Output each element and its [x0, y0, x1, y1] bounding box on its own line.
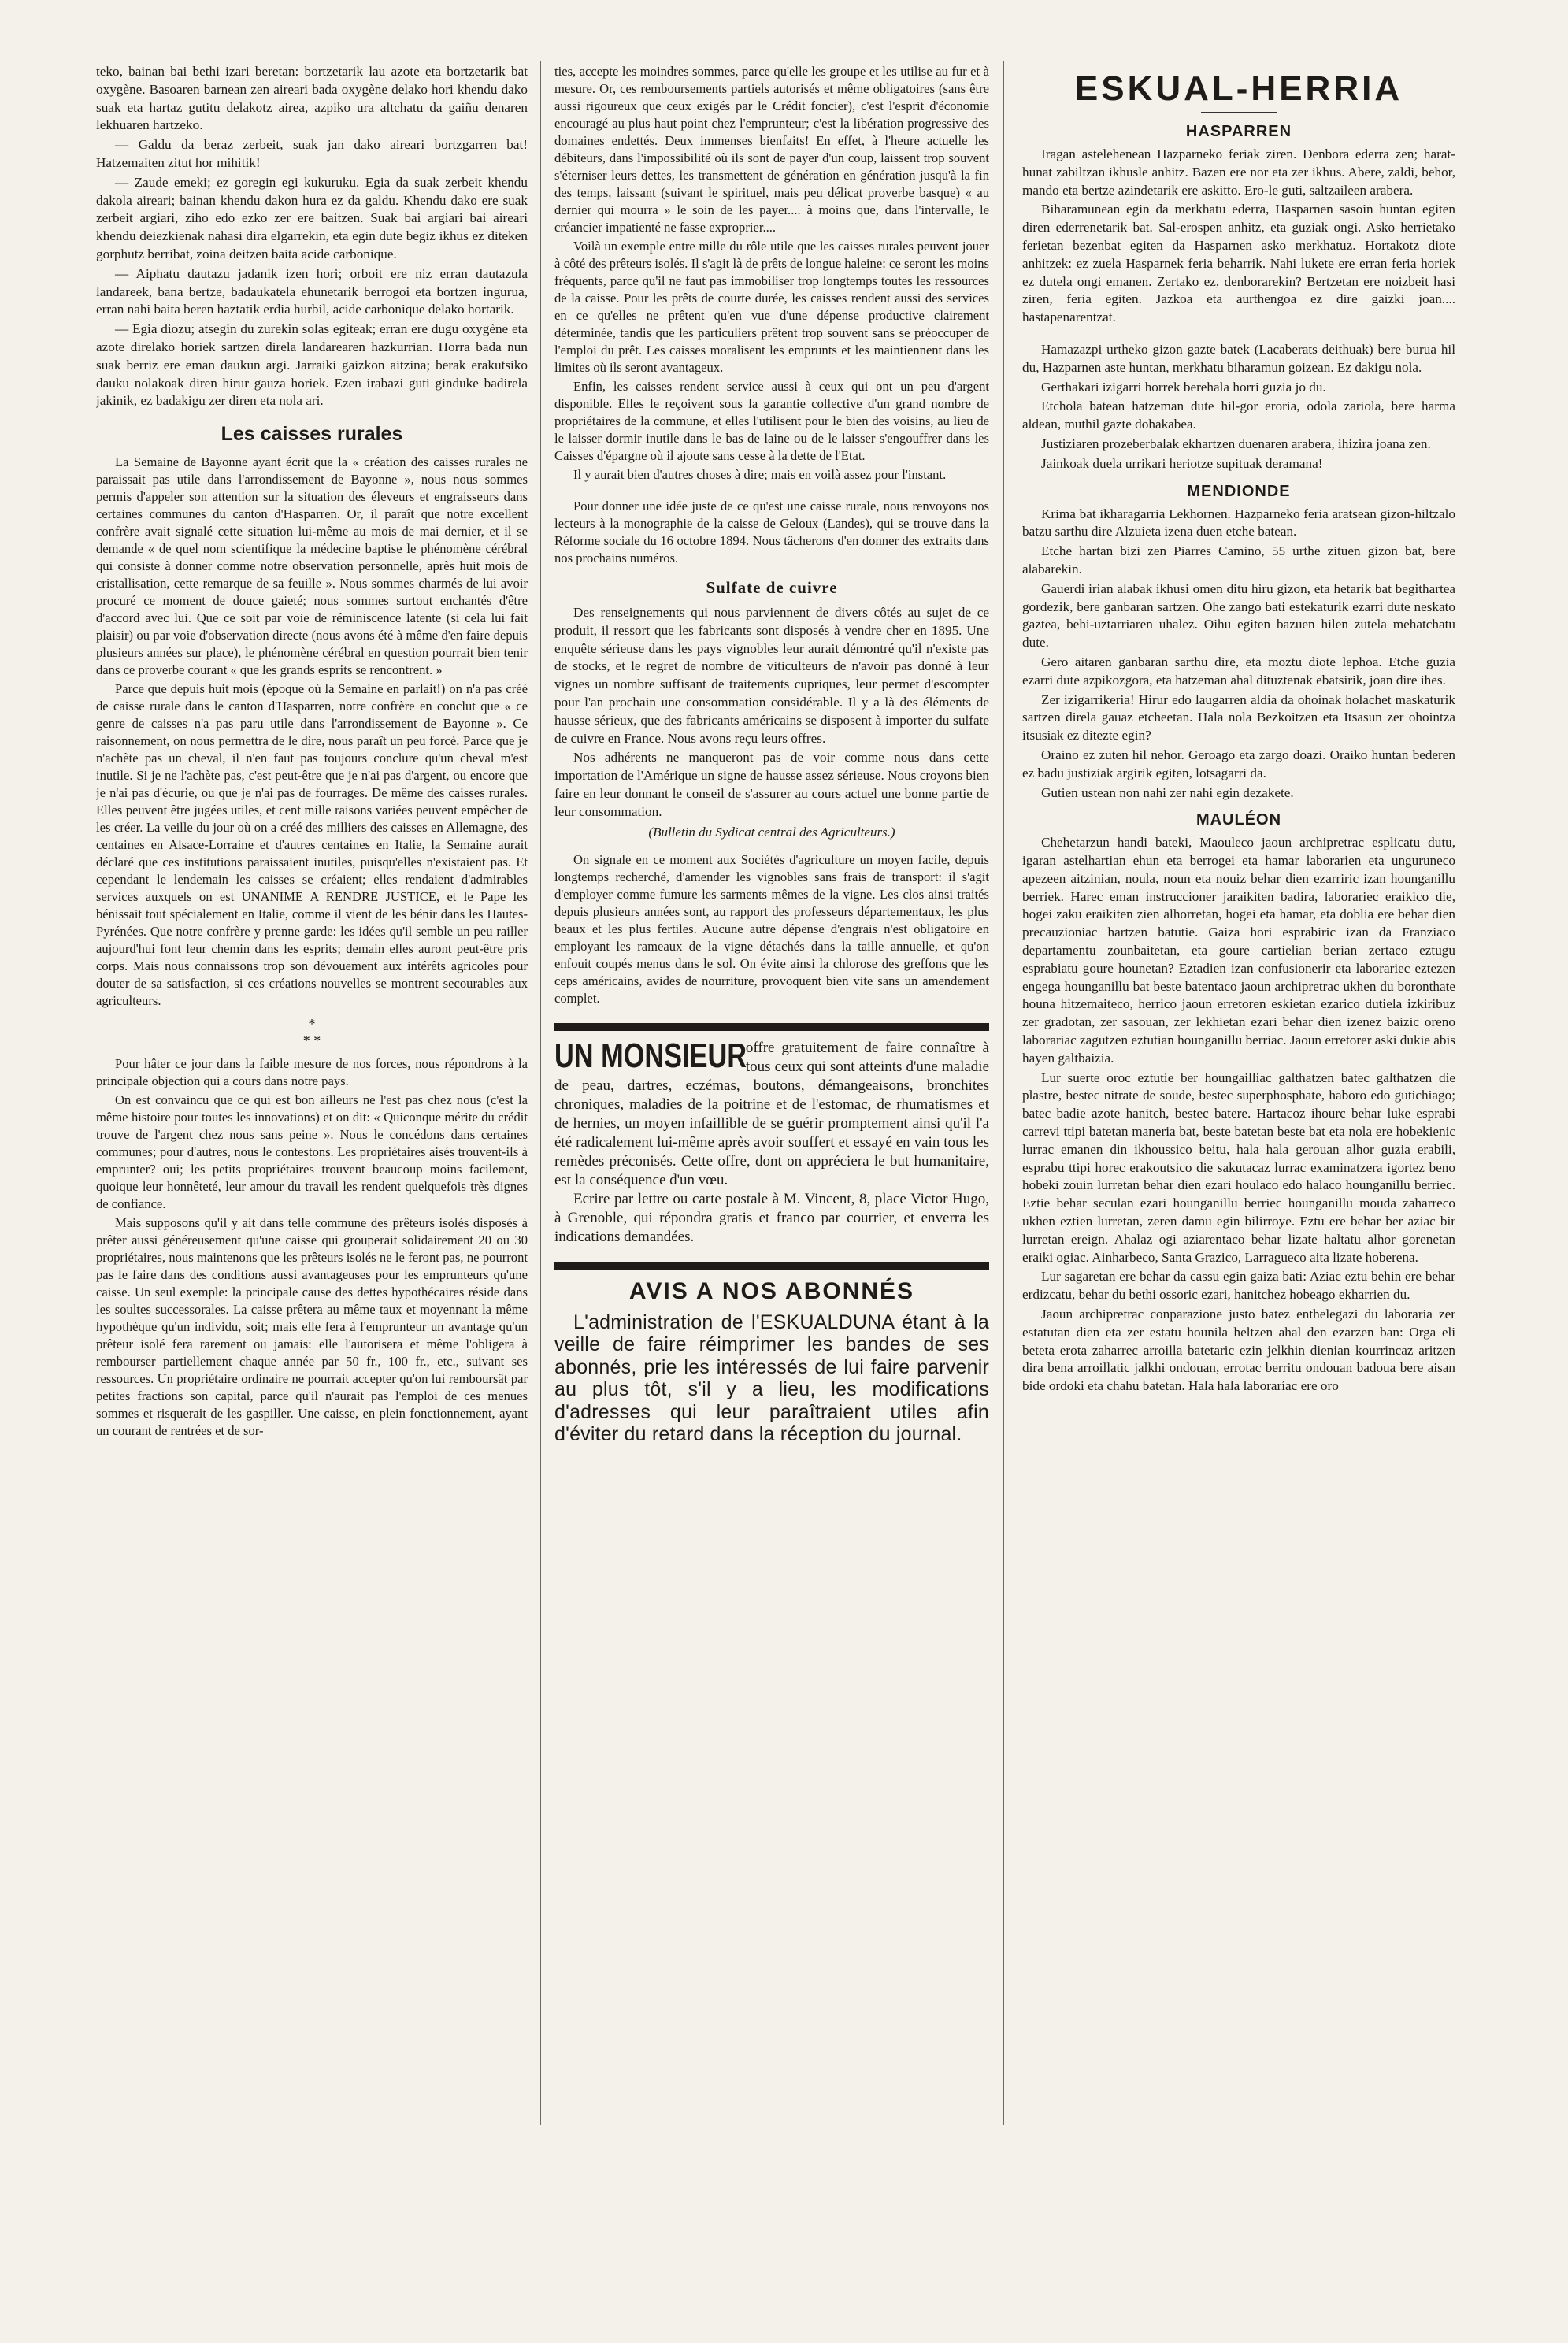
ad-text: Ecrire par lettre ou carte postale à M. Vincent, 8, place Victor Hugo, à Grenoble, qui répondra gratis et franco par courrier, et enverra les indications demandées.	[554, 1190, 989, 1245]
article-paragraph: Des renseignements qui nous parviennent de divers côtés au sujet de ce produit, il ressort que les fabricants sont disposés à vendre cher en 1895. Une enquête sérieuse dans les pays vignobles leur aurait démontré qu'il n'existe pas de stocks, et le regret de nombre de viticulteurs de n'avoir pas donné à leur vignes un nombre suffisant de traitements cupriques, leur permet d'escompter pour l'an prochain une consommation considérable. Il y a là des éléments de hausse sérieux, que des fabricants américains se disposent à importer du sulfate de cuivre en France. Nous avons reçu leurs offres.	[554, 605, 989, 746]
ad-headline: UN MONSIEUR	[554, 1036, 747, 1075]
article-paragraph: ties, accepte les moindres sommes, parce qu'elle les groupe et les utilise au fur et à mesure. Or, ces remboursements partiels autorisés et même obligatoires (sans être aussi rigoureux que ceux exigés par le Crédit foncier), c'est l'esprit d'économie encouragé au plus haut point chez l'emprunteur; c'est la libération progressive des domaines endettés. Deux immenses bienfaits! En effet, à l'heure actuelle les débiteurs, dans l'impossibilité où ils sont de payer d'un coup, laissent trop souvent s'éterniser leurs dettes, les transmettent de génération en génération jusqu'à la fin des temps, laissant (suivant le spirituel, mais peu délicat proverbe basque) « au dernier qui mourra » le soin de les payer.... à moins que, dans l'intervalle, le créancier impatienté ne fasse exproprier....	[554, 64, 989, 235]
news-paragraph: Krima bat ikharagarria Lekhornen. Hazparneko feria aratsean gizon-hiltzalo batzu sarthu dire Alzuieta izena duen etche batean.	[1022, 506, 1455, 539]
news-paragraph: Hamazazpi urtheko gizon gazte batek (Lacaberats deithuak) bere burua hil du, Hazparnen aste huntan, merkhatu biharamun goizean. Ez dakigu nola.	[1022, 341, 1455, 375]
divider-rule	[554, 1262, 989, 1270]
town-heading: HASPARREN	[1185, 123, 1292, 140]
article-paragraph: Nos adhérents ne manqueront pas de voir comme nous dans cette importation de l'Amérique un signe de hausse assez sérieuse. Nous croyons bien faire en leur donnant le conseil de s'assurer au cours actuel une bonne partie de leur consommation.	[554, 750, 989, 819]
notice-heading: AVIS A NOS ABONNÉS	[628, 1277, 915, 1304]
article-paragraph: On signale en ce moment aux Sociétés d'agriculture un moyen facile, depuis longtemps recherché, d'amender les vignobles sans frais de transport: il s'agit d'employer comme fumure les sarments mêmes de la vigne. Les clos ainsi traités depuis plusieurs années sont, au rapport des professeurs départementaux, les plus beaux et les plus fertiles. Aucune autre dépense d'engrais n'est obligatoire en employant les rameaux de la vigne détachés dans la taille annuelle, et qu'on enfouit coupés menus dans le sol. On évite ainsi la chlorose des greffons que les ceps américains, avides de nourriture, provoquent bien vite sans un amendement complet.	[554, 851, 989, 1006]
article-paragraph: Il y aurait bien d'autres choses à dire; mais en voilà assez pour l'instant.	[573, 467, 947, 482]
divider-rule	[554, 1023, 989, 1031]
news-paragraph: Etche hartan bizi zen Piarres Camino, 55 urthe zituen gizon bat, bere alabarekin.	[1022, 543, 1455, 576]
news-paragraph: Oraino ez zuten hil nehor. Geroago eta zargo doazi. Oraiko huntan bederen ez badu justiziak argirik egiten, lotsagarri da.	[1022, 747, 1455, 780]
article-paragraph: Pour donner une idée juste de ce qu'est une caisse rurale, nous renvoyons nos lecteurs à la monographie de la caisse de Geloux (Landes), qui se trouve dans la Réforme sociale du 16 octobre 1894. Nous tâcherons d'en donner des extraits dans nos prochains numéros.	[554, 499, 989, 565]
news-paragraph: Jaoun archipretrac conparazione justo batez enthelegazi du laboraria zer estatutan dien eta zer estatu hounila heltzen ahal den ezarzen ban: Orga eli beteta erota zaharrec arroilla batetaric ezin jelkhin dienian kourrincaz aritzen dira bena arroillatic jalkhi ondouan, errotac berritu ondouan badoua bere aisan bide ordoki eta chahu batetan. Hala hala laboraríac ere oro	[1022, 1307, 1455, 1394]
article-paragraph: Pour hâter ce jour dans la faible mesure de nos forces, nous répondrons à la principale objection qui a cours dans notre pays.	[96, 1056, 528, 1089]
article-paragraph: La Semaine de Bayonne ayant écrit que la « création des caisses rurales ne paraissait pas utile dans l'arrondissement de Bayonne », nous nous sommes permis d'appeler son attention sur la situation des éleveurs et engraisseurs dans certaines communes du canton d'Hasparren. Or, il paraît que notre excellent confrère avait signalé cette situation lui-même au mois de mai dernier, et il se demande « de quel nom scientifique la médecine baptise le phénomène cérébral qui consiste à donner comme notre observation personnelle, après huit mois de cristallisation, cette remarque de sa feuille ». Nous sommes charmés de lui avoir procuré ce moment de douce gaieté; nous sommes surtout enchantés d'être d'accord avec lui. Que ce soit par voie de réminiscence latente (si cela lui fait plaisir) ou par voie d'observation directe (nous avons été à même d'en faire depuis plusieurs années sur place), le phénomène cérébral en question pourrait bien tenir dans ce proverbe courant « que les grands esprits se rencontrent. »	[96, 454, 528, 678]
basque-paragraph: — Galdu da beraz zerbeit, suak jan dako aireari bortzgarren bat! Hatzemaiten zitut hor mihitik!	[96, 137, 528, 170]
column-middle	[554, 63, 989, 1446]
masthead-rule	[1201, 112, 1277, 113]
section-asterisks: * * *	[302, 1016, 321, 1049]
ad-text: offre gratuitement de faire connaître à tous ceux qui sont atteints d'une maladie de peau, dartres, eczémas, boutons, démangeaisons, bronchites chroniques, maladies de la poitrine et de l'estomac, de rhumatismes et de hernies, un moyen infaillible de se guérir promptement ainsi qu'il l'a été radicalement lui-même après avoir souffert et essayé en vain tous les remèdes préconisés. Cette offre, dont on appréciera le but humanitaire, est la conséquence d'un vœu.	[554, 1039, 989, 1188]
column-left	[96, 63, 528, 1441]
article-heading: Les caisses rurales	[221, 423, 403, 446]
news-paragraph: Lur sagaretan ere behar da cassu egin gaiza bati: Aziac eztu behin ere behar erdizcatu, behar du bethi ossoric ezari, hanitchez hobeago ekharrien du.	[1022, 1269, 1455, 1303]
town-heading: MENDIONDE	[1187, 482, 1291, 500]
notice-text: L'administration de l'ESKUALDUNA étant à la veille de faire réimprimer les bandes de ses abonnés, prie les intéressés de lui faire parvenir au plus tôt, s'il y a lieu, les modifications d'adresses qui leur paraîtraient utiles afin d'éviter du retard dans la réception du journal.	[554, 1311, 989, 1446]
source-citation: (Bulletin du Sydicat central des Agriculteurs.)	[648, 824, 895, 840]
article-paragraph: On est convaincu que ce qui est bon ailleurs ne l'est pas chez nous (c'est la même histoire pour toutes les innovations) et on dit: « Quiconque mérite du crédit trouve de l'argent chez nous sans peine ». Nous le concédons dans certaines communes; pour d'autres, nous le contestons. Les propriétaires aisés trouvent-ils à emprunter? oui; les petits propriétaires trouvent beaucoup moins facilement, quoique leur honnêteté, leur amour du travail les rendent quelquefois très dignes de confiance.	[96, 1092, 528, 1212]
article-paragraph: Parce que depuis huit mois (époque où la Semaine en parlait!) on n'a pas créé de caisse rurale dans le canton d'Hasparren, notre confrère en conclut que « ce genre de caisses n'a pas paru utile dans l'arrondissement de Bayonne ». Ce raisonnement, on nous permettra de le dire, nous paraît un peu forcé. Parce que je n'achète pas un cheval, il n'en faut pas toujours conclure qu'un cheval m'est inutile. Si je ne l'achète pas, c'est peut-être que je n'ai pas d'argent, ou encore que je n'ai pas d'écurie, ou que je n'ai pas de fourrages. De même des caisses rurales. Elles peuvent être jugées utiles, et cent mille raisons variées peuvent empêcher de les créer. La veille du jour où on a créé des milliers des caisses en Allemagne, des centaines en Alsace-Lorraine et d'autres centaines en Italie, la Semaine aurait déclaré que ces institutions paraissaient inutiles, puisqu'elles n'existaient pas. Et cependant le lendemain les caisses se créaient; elles rendaient d'admirables services auxquels on est UNANIME A RENDRE JUSTICE, et le Pape les bénissait tout spécialement en Italie, comme il vient de les bénir dans les Hautes-Pyrénées. Que notre confrère y prenne garde: les idées qu'il semble un peu railler aujourd'hui font leur chemin dans les esprits; demain elles auront peut-être pris corps. Mais nous connaissons trop son dévouement aux intérêts agricoles pour douter de sa satisfaction, si ces créations nouvelles se montrent secourables aux agriculteurs.	[96, 681, 528, 1009]
article-paragraph: Mais supposons qu'il y ait dans telle commune des prêteurs isolés disposés à prêter aussi généreusement qu'une caisse qui grouperait solidairement 20 ou 30 propriétaires, nous maintenons que les prêteurs isolés ne le feront pas, ne pourront pas le faire dans des conditions aussi avantageuses pour les emprunteurs qu'une caisse. Un seul exemple: la principale cause des dettes hypothécaires réside dans les soultes successorales. La caisse prêtera au même taux et moyennant la même hypothèque qu'un individu, soit; mais elle fera à l'emprunteur un avantage qu'un prêteur isolé fera rarement ou jamais: elle l'autorisera et même l'obligera à rembourser partiellement chaque année par 50 fr., 100 fr., etc., suivant ses ressources. Un propriétaire ordinaire ne pourrait accepter qu'on lui remboursât par petites fractions son capital, parce qu'il n'aurait pas l'emploi de ces menues sommes et risquerait de les gaspiller. Une caisse, en plein fonctionnement, ayant un courant de rentrées et de sor-	[96, 1215, 528, 1439]
basque-paragraph: teko, bainan bai bethi izari beretan: bortzetarik lau azote eta bortzetarik bat oxygène. Basoaren barnean zen aireari bada oxygène delako hori khendu dako suak eta hartaz gutitu delakotz airea, azpiko ura altchatu da gaiñu denaren lekhuaren hartzeko.	[96, 64, 528, 133]
article-paragraph: Voilà un exemple entre mille du rôle utile que les caisses rurales peuvent jouer à côté des prêteurs isolés. Il s'agit là de prêts de longue haleine: ce seront les moins fréquents, parce qu'il ne faut pas immobiliser trop longtemps toutes les ressources de la caisse. Pour les prêts de courte durée, les caisses rendent aussi des services en ce qu'elles ne prêtent qu'en vue d'une dépense productive clairement déterminée, tandis que les particuliers prêtent trop souvent sans se préoccuper de l'emploi du prêt. Les caisses moralisent les emprunts et les maintiennent dans les limites où ils seront avantageux.	[554, 239, 989, 375]
advertisement	[554, 1036, 989, 1247]
news-paragraph: Jainkoak duela urrikari heriotze supituak deramana!	[1041, 455, 1323, 471]
article-paragraph: Enfin, les caisses rendent service aussi à ceux qui ont un peu d'argent disponible. Elles le reçoivent sous la garantie collective d'un grand nombre de propriétaires de la commune, et elles l'utilisent pour le bien des voisins, au lieu de le laisser dormir inutile dans le bas de laine ou de le laisser s'engouffrer dans les Caisses d'épargne où il ajoute sans cesse à la dette de l'Etat.	[554, 379, 989, 463]
news-paragraph: Chehetarzun handi bateki, Maouleco jaoun archipretrac esplicatu dutu, igaran astelhartian ehun eta berrogei eta hamar laborarien eta unguruneco apezeen aitzinian, noula, noun eta nouiz behar dien ezarriric izan hounganillu berriek. Harec eman instruccioner jaraikiten badira, laborariec eraikico die, hogei zaku eraikiten zien alhorretan, hogei eta hamar, eta doblia ere behar dien precauzioniac hartzen batutie. Gaiza hori esprabiric izan da Franziaco departamentu zounbaitetan, eta goure cartielian berian zertaco eztugu esprabiatu goure hounetan? Eztadien izan confusionerir eta laborariec eztezen engega hounganillu bat beste batentaco jaoun archipretrac ukhen du boronthate houna hitzemaiteco, herrico jaoun erretoren eskietan ezarico dutiela izkiribuz zer gradotan, zer sasouan, zer lekhietan ezari behar dien izenez baizic oreno laborariac zagutzen eztutian hounganillu berriac. Jaoun erretorer aski dukie abis hayen galtbaizia.	[1022, 835, 1455, 1066]
basque-paragraph: — Zaude emeki; ez goregin egi kukuruku. Egia da suak zerbeit khendu dakola aireari; bainan khendu dakon hura ez da galdu. Khendu dako ere suak zerbeit argiari, ziho edo ezko zer ere baitzen. Suak bai argiari bai aireari khendu deiezkienak nahasi dira elgarrekin, eta egin dute begiz ikhus ez diteken gorphutz berribat, zoina deitzen baita acide carbonique.	[96, 174, 528, 261]
news-paragraph: Iragan astelehenean Hazparneko feriak ziren. Denbora ederra zen; harat-hunat zabiltzan ikhusle anhitz. Bazen ere nor eta zer ikhus. Abere, zaldi, behor, mando eta bertze azindetarik ere askitto. Ero-le guti, saltzaileen arabera.	[1022, 146, 1455, 198]
news-paragraph: Zer izigarrikeria! Hirur edo laugarren aldia da ohoinak holachet maskaturik sartzen direla gauaz etcheetan. Hala nola Bezkoitzen eta Itsasun zer ohointza itsusiak ez ditezte egin?	[1022, 691, 1455, 743]
news-paragraph: Justiziaren prozeberbalak ekhartzen duenaren arabera, ihizira joana zen.	[1041, 436, 1431, 451]
basque-paragraph: — Egia diozu; atsegin du zurekin solas egiteak; erran ere dugu oxygène eta azote direlako horiek sartzen direla landarearen hazkurrian. Horra bada nun suak berriz ere eman daukun argi. Jarraiki gaizkon aitzina; berak erakutsiko dauku nolakoak diren hirur gauza horiek. Ezen irabazi guti ginduke badirela jakinik, ez badakigu zer diren eta nola ari.	[96, 321, 528, 409]
basque-paragraph: — Aiphatu dautazu jadanik izen hori; orboit ere niz erran dautazula landareek, bana bertze, badaukatela ehunetarik berrogoi eta bortzen ingurua, erran nahi baita beren haztatik erdia hurbil, acide carbonique delako hortarik.	[96, 265, 528, 317]
section-masthead: ESKUAL-HERRIA	[1074, 69, 1403, 108]
column-rule	[540, 61, 541, 2125]
news-paragraph: Gutien ustean non nahi zer nahi egin dezakete.	[1041, 784, 1294, 800]
column-right	[1022, 69, 1455, 1397]
news-paragraph: Gero aitaren ganbaran sarthu dire, eta moztu diote lephoa. Etche guzia ezarri dute azpikozgora, eta hatzeman ahal dituztenak ebatsirik, joan dire ihes.	[1022, 654, 1455, 688]
news-paragraph: Etchola batean hatzeman dute hil-gor eroria, odola zariola, bere harma aldean, muthil gazte dohakabea.	[1022, 399, 1455, 432]
article-heading: Sulfate de cuivre	[706, 578, 838, 597]
news-paragraph: Gauerdi irian alabak ikhusi omen ditu hiru gizon, eta hetarik bat begithartea gordezik, bere ganbaran sartzen. Ohe zango bati estekaturik ezarri dute neskato gaztea, behi-uztarriaren uhalez. Oihu egiten bazuen hilen zutela mehatchatu dute.	[1022, 580, 1455, 651]
news-paragraph: Gerthakari izigarri horrek berehala horri guzia jo du.	[1041, 379, 1326, 395]
news-paragraph: Biharamunean egin da merkhatu ederra, Hasparnen sasoin huntan egiten diren ederrenetarik bat. Sal-erospen anhitz, eta guziak ongi. Asko herrietako ferietan bezenbat egiten da Hasparnen asko merkhatuz. Hortakotz diote anhitzek: ez zuela Hasparnek feria beharrik. Nahi lukete ere erran feria horiek ez dutela ongi emanen. Zertako ez, denborarekin? Bertzetan ere noizbeit hasi ziren, feria egiten. Jazkoa eta aurthengoa ez dire gaizki joan.... hastapenarentzat.	[1022, 202, 1455, 325]
town-heading: MAULÉON	[1195, 811, 1282, 829]
news-paragraph: Lur suerte oroc eztutie ber houngailliac galthatzen batec galthatzen die plastre, bestec nitrate de soude, bestec superphosphate, haboro edo gutichiago; batec badie azote hanitch, bestec batere. Hartacoz ihourc behar luke esprabi carrevi ttipi batetan maneria bat, beste batetan beste bat eta nola ere hobekienic lurrac emanen din ikhoussico beitu, hala hala gerouan alhor guzia erabili, esprabu ttipi horec erakoutsico die sakutacaz lurrac examinatzera igortez beno hobeki zouin lurretan behar dien ezari houlaco edo halaco hounganillu berriec. Eztie behar seculan ezari hounganillu berriec hounganillu mouda zaharreco ukhen eztien lurretan, zeren damu egin bilirroye. Eztu ere behar ber aziac bir lurretan ereign. Ahalaz ogi aziarentaco behar lizate haltatu alhor gorenetan eraiki ogiac. Ainharbeco, Santa Grazico, Larragueco aita lizate hoberena.	[1022, 1070, 1455, 1265]
column-rule	[1003, 61, 1004, 2125]
